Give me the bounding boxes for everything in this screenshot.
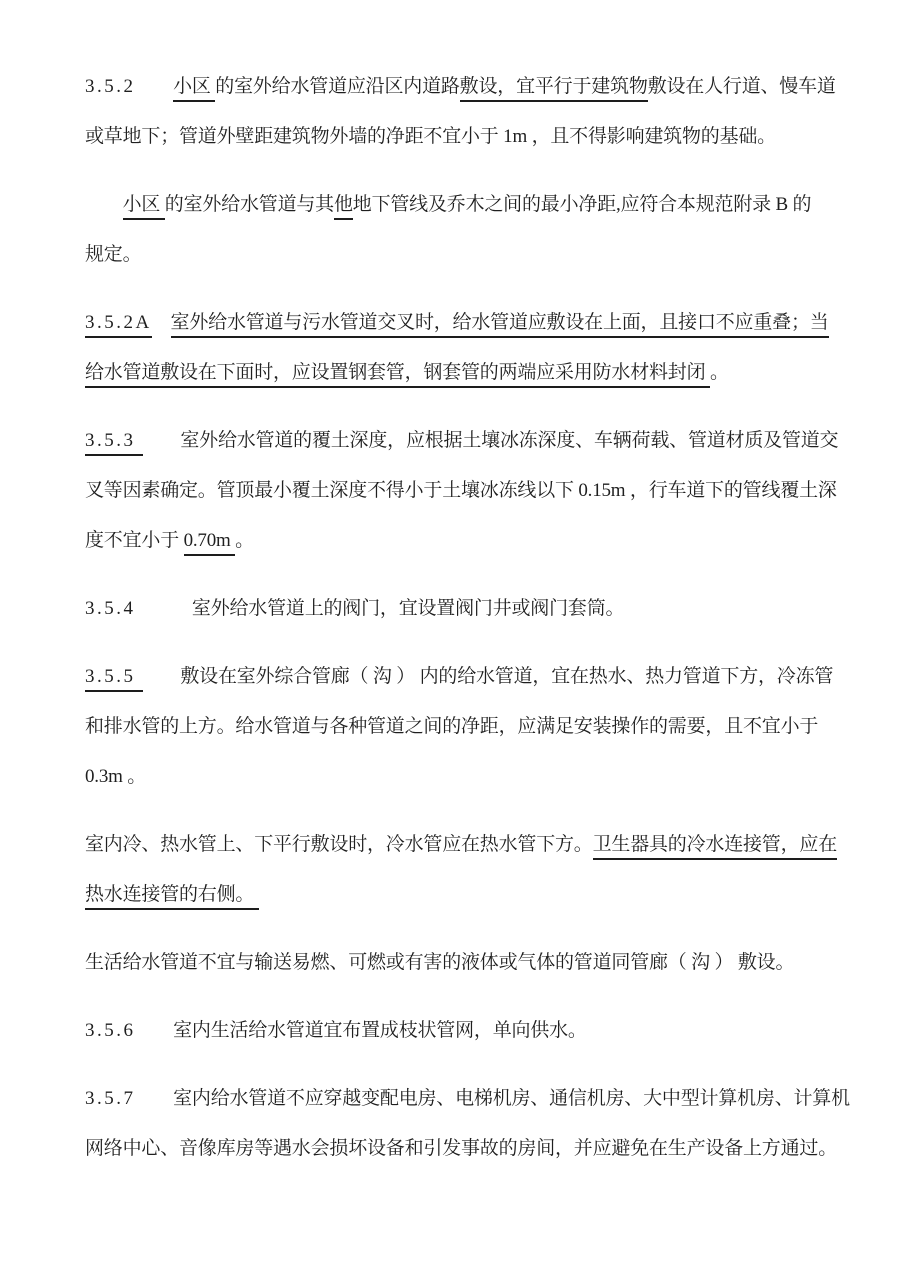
text-run: 规定。 (85, 244, 142, 265)
text-run (136, 598, 192, 619)
inserted-text-run: 热水连接管的右侧。 (85, 884, 259, 910)
text-line (85, 516, 820, 566)
clause-3-5-5-para-2 (85, 820, 838, 920)
text-run: 生活给水管道不宜与输送易燃、可燃或有害的液体或气体的管道同管廊（ 沟 ） 敷设。 (85, 952, 795, 973)
inserted-text-run: 小区 (123, 194, 165, 220)
text-line (85, 870, 820, 920)
text-line (85, 112, 820, 162)
text-line (85, 62, 836, 112)
text-run (85, 194, 123, 215)
text-run: 室外给水管道上的阀门，宜设置阀门井或阀门套筒。 (191, 598, 625, 619)
text-run: 叉等因素确定。管顶最小覆土深度不得小于土壤冰冻线以下 0.15m ，行车道下的管线覆土深 (85, 480, 837, 501)
text-run: 室内冷、热水管上、下平行敷设时，冷水管应在热水管下方。 (85, 834, 593, 855)
text-run (136, 1088, 174, 1109)
clause-3-5-5-para-3 (85, 938, 820, 988)
clause-3-5-6 (85, 1006, 820, 1056)
text-run: 0.3m 。 (85, 766, 147, 787)
text-run: 和排水管的上方。给水管道与各种管道之间的净距，应满足安装操作的需要，且不宜小于 (85, 716, 819, 737)
text-line (85, 702, 820, 752)
text-run: 敷设在室外综合管廊（ 沟 ） 内的给水管道，宜在热水、热力管道下方，冷冻管 (180, 666, 834, 687)
text-run: 地下管线及乔木之间的最小净距,应符合本规范附录 B 的 (352, 194, 812, 215)
clause-3-5-4 (85, 584, 820, 634)
text-run: 的室外给水管道与其 (164, 194, 334, 215)
clause-number: 3.5.2 (85, 76, 136, 97)
inserted-text-run: 他 (334, 194, 353, 220)
text-run (143, 430, 181, 451)
clause-3-5-5 (85, 652, 834, 802)
clause-3-5-2-para-2 (85, 180, 820, 280)
clause-number: 3.5.4 (85, 598, 136, 619)
inserted-text-run: 小区 (173, 76, 215, 102)
text-run (143, 666, 181, 687)
text-run: 室外给水管道的覆土深度，应根据土壤冰冻深度、车辆荷载、管道材质及管道交 (180, 430, 839, 451)
text-line (85, 1074, 850, 1124)
inserted-text-run: 卫生器具的冷水连接管，应在 (593, 834, 837, 860)
text-line (85, 466, 837, 516)
text-run: 的室外给水管道应沿区内道路 (215, 76, 460, 97)
text-line (85, 298, 829, 348)
text-run: 室内给水管道不应穿越变配电房、电梯机房、通信机房、大中型计算机房、计算机 (173, 1088, 850, 1109)
inserted-text-run: 给水管道敷设在下面时，应设置钢套管，钢套管的两端应采用防水材料封闭 (85, 362, 710, 388)
text-run (136, 76, 174, 97)
clause-number: 3.5.5 (85, 666, 143, 692)
clause-number: 3.5.6 (85, 1020, 136, 1041)
inserted-text-run: 0.70m (184, 530, 236, 556)
inserted-text-run: 室外给水管道与污水管道交叉时，给水管道应敷设在上面，且接口不应重叠；当 (171, 312, 829, 338)
text-run (152, 312, 171, 333)
clause-number: 3.5.2A (85, 312, 152, 338)
text-run: 网络中心、音像库房等遇水会损坏设备和引发事故的房间，并应避免在生产设备上方通过。 (85, 1138, 838, 1159)
text-line (85, 180, 820, 230)
text-line (85, 820, 838, 870)
text-run: 敷设在人行道、慢车道 (647, 76, 836, 97)
clause-3-5-2a (85, 298, 829, 398)
clause-number: 3.5.7 (85, 1088, 136, 1109)
text-line (85, 230, 820, 280)
inserted-text-run: 敷设，宜平行于建筑物 (460, 76, 648, 102)
text-run: 度不宜小于 (85, 530, 184, 551)
clause-number: 3.5.3 (85, 430, 143, 456)
text-line (85, 348, 820, 398)
clause-3-5-3 (85, 416, 839, 566)
text-run: 。 (235, 530, 254, 551)
text-run: 或草地下；管道外壁距建筑物外墙的净距不宜小于 1m ，且不得影响建筑物的基础。 (85, 126, 776, 147)
text-run (136, 1020, 174, 1041)
text-line (85, 652, 834, 702)
text-line (85, 1124, 838, 1174)
text-run: 室内生活给水管道宜布置成枝状管网，单向供水。 (173, 1020, 587, 1041)
text-line (85, 1006, 820, 1056)
text-line (85, 416, 839, 466)
text-line (85, 938, 820, 988)
clause-3-5-7 (85, 1074, 850, 1174)
text-run: 。 (709, 362, 729, 383)
text-line (85, 752, 820, 802)
text-line (85, 584, 820, 634)
clause-3-5-2 (85, 62, 836, 162)
